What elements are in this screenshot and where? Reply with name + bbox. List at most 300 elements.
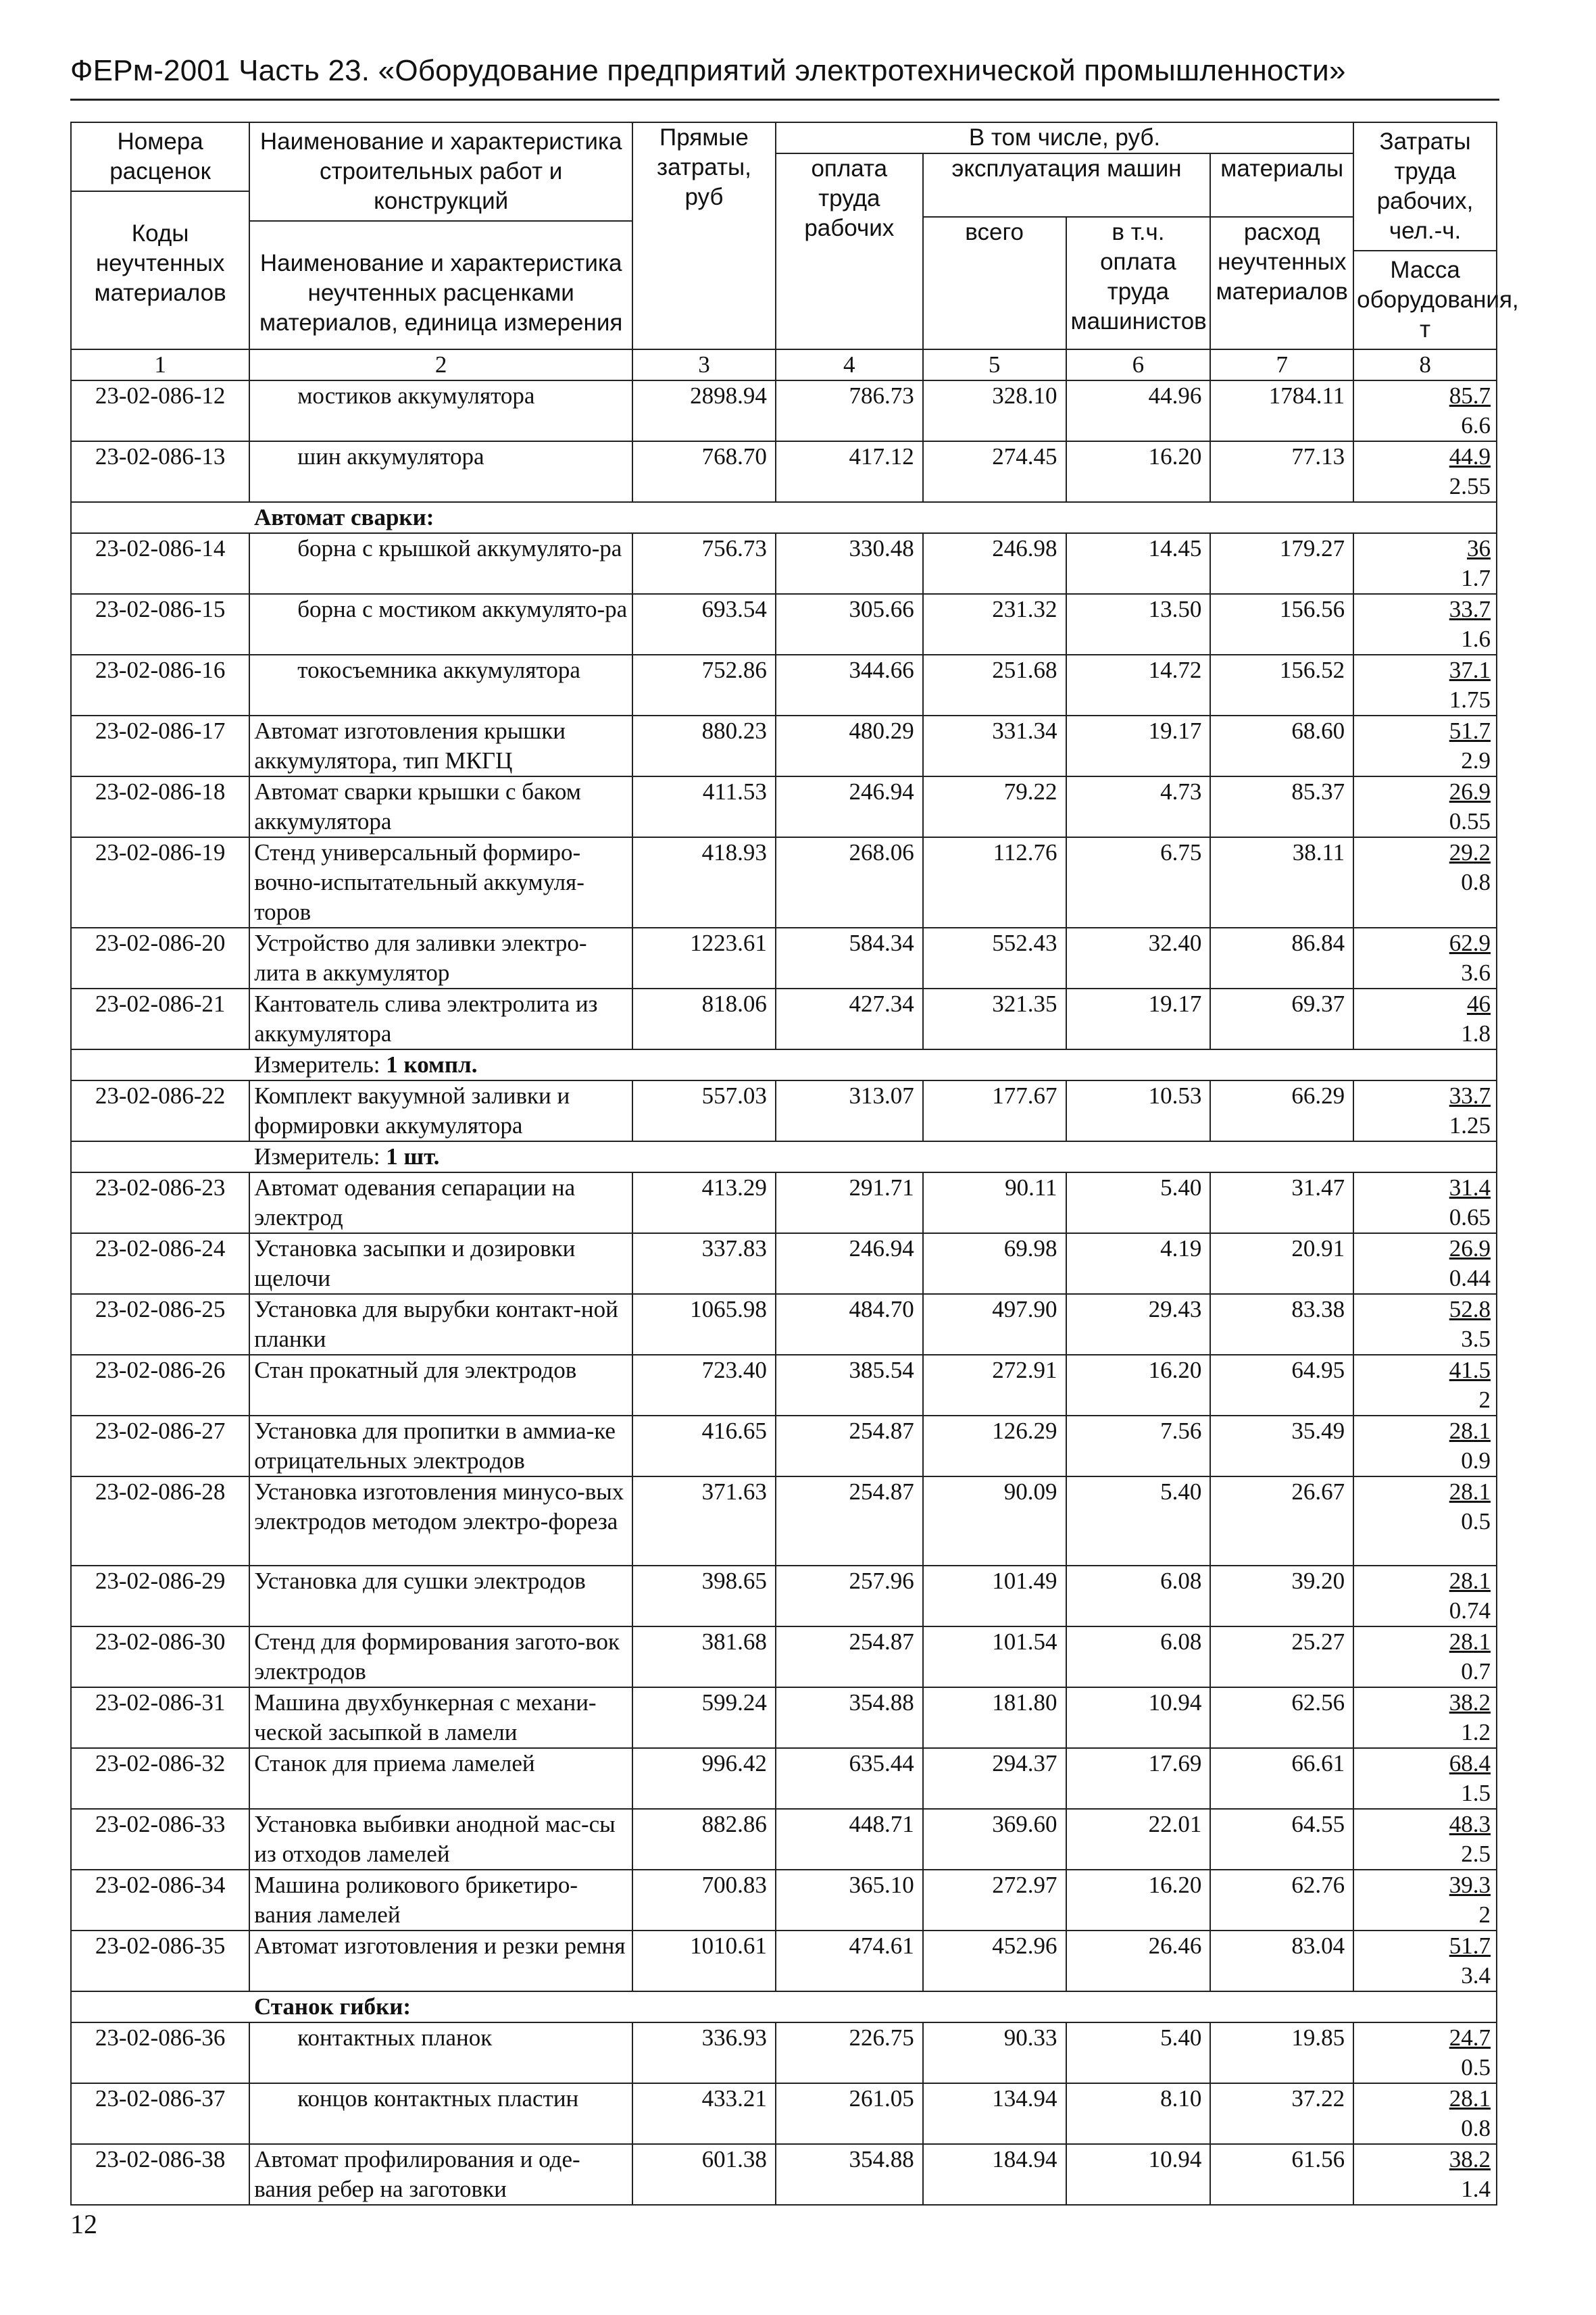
table-row bbox=[71, 716, 1497, 776]
work-name: токосъемника аккумулятора bbox=[249, 655, 632, 716]
table-row bbox=[71, 1809, 1497, 1870]
materials-cost: 64.55 bbox=[1210, 1809, 1353, 1870]
machine-total: 274.45 bbox=[923, 441, 1066, 502]
work-name: Кантователь слива электролита из аккумулятора bbox=[249, 989, 632, 1049]
header-names-bottom: Наименование и характеристика неучтенных расценками материалов, единица измерения bbox=[259, 250, 623, 336]
equipment-mass: 0.7 bbox=[1461, 1658, 1491, 1685]
table-row bbox=[71, 533, 1497, 594]
labor-pay: 448.71 bbox=[776, 1809, 923, 1870]
table-row bbox=[71, 2083, 1497, 2144]
labor-mass-cell bbox=[1353, 1294, 1497, 1355]
machine-total: 452.96 bbox=[923, 1931, 1066, 1991]
direct-cost: 818.06 bbox=[632, 989, 776, 1049]
rate-code: 23-02-086-17 bbox=[71, 716, 249, 776]
header-mat: расход неучтенных материалов bbox=[1210, 217, 1353, 349]
labor-pay: 330.48 bbox=[776, 533, 923, 594]
work-name: концов контактных пластин bbox=[249, 2083, 632, 2144]
measure-row bbox=[71, 1141, 1497, 1172]
machinist-pay: 16.20 bbox=[1066, 1355, 1211, 1416]
labor-mass-cell bbox=[1353, 1931, 1497, 1991]
equipment-mass: 0.9 bbox=[1461, 1447, 1491, 1474]
labor-mass-cell bbox=[1353, 837, 1497, 928]
machine-total: 321.35 bbox=[923, 989, 1066, 1049]
direct-cost: 557.03 bbox=[632, 1080, 776, 1141]
labor-pay: 246.94 bbox=[776, 1233, 923, 1294]
labor-hours: 62.9 bbox=[1449, 930, 1491, 956]
header-codes-top: Номера расценок bbox=[72, 123, 249, 192]
group-header-row bbox=[71, 502, 1497, 533]
equipment-mass: 0.5 bbox=[1461, 2054, 1491, 2081]
table-row bbox=[71, 1931, 1497, 1991]
header-mach-total: всего bbox=[923, 217, 1066, 349]
machinist-pay: 17.69 bbox=[1066, 1748, 1211, 1809]
materials-cost: 39.20 bbox=[1210, 1566, 1353, 1626]
equipment-mass: 1.7 bbox=[1461, 565, 1491, 591]
direct-cost: 1065.98 bbox=[632, 1294, 776, 1355]
labor-hours: 52.8 bbox=[1449, 1296, 1491, 1322]
direct-cost: 381.68 bbox=[632, 1626, 776, 1687]
labor-pay: 354.88 bbox=[776, 2144, 923, 2205]
labor-mass-cell bbox=[1353, 1870, 1497, 1931]
equipment-mass: 2.9 bbox=[1461, 747, 1491, 774]
direct-cost: 599.24 bbox=[632, 1687, 776, 1748]
machinist-pay: 5.40 bbox=[1066, 1172, 1211, 1233]
materials-cost: 31.47 bbox=[1210, 1172, 1353, 1233]
rate-code: 23-02-086-18 bbox=[71, 776, 249, 837]
labor-hours: 26.9 bbox=[1449, 1235, 1491, 1262]
work-name: Комплект вакуумной заливки и формировки аккумулятора bbox=[249, 1080, 632, 1141]
work-name: Автомат изготовления и резки ремня bbox=[249, 1931, 632, 1991]
labor-pay: 427.34 bbox=[776, 989, 923, 1049]
labor-mass-cell bbox=[1353, 1172, 1497, 1233]
measure-row bbox=[71, 1049, 1497, 1080]
equipment-mass: 1.25 bbox=[1449, 1112, 1491, 1139]
labor-mass-cell bbox=[1353, 776, 1497, 837]
materials-cost: 68.60 bbox=[1210, 716, 1353, 776]
equipment-mass: 6.6 bbox=[1461, 412, 1491, 439]
materials-cost: 86.84 bbox=[1210, 928, 1353, 989]
header-rule bbox=[70, 99, 1499, 101]
materials-cost: 77.13 bbox=[1210, 441, 1353, 502]
table-head bbox=[71, 122, 1519, 349]
rate-code: 23-02-086-22 bbox=[71, 1080, 249, 1141]
machine-total: 231.32 bbox=[923, 594, 1066, 655]
table-row bbox=[71, 989, 1497, 1049]
machinist-pay: 14.45 bbox=[1066, 533, 1211, 594]
equipment-mass: 0.5 bbox=[1461, 1508, 1491, 1535]
table-row bbox=[71, 655, 1497, 716]
materials-cost: 35.49 bbox=[1210, 1416, 1353, 1476]
colnum: 7 bbox=[1210, 349, 1353, 380]
header-names bbox=[249, 122, 632, 349]
colnum: 6 bbox=[1066, 349, 1211, 380]
labor-mass-cell bbox=[1353, 2022, 1497, 2083]
table-row bbox=[71, 928, 1497, 989]
labor-pay: 261.05 bbox=[776, 2083, 923, 2144]
machinist-pay: 16.20 bbox=[1066, 1870, 1211, 1931]
direct-cost: 752.86 bbox=[632, 655, 776, 716]
machine-total: 90.11 bbox=[923, 1172, 1066, 1233]
machine-total: 134.94 bbox=[923, 2083, 1066, 2144]
labor-hours: 36 bbox=[1467, 535, 1491, 562]
page-number: 12 bbox=[70, 2209, 97, 2239]
machine-total: 272.97 bbox=[923, 1870, 1066, 1931]
machinist-pay: 22.01 bbox=[1066, 1809, 1211, 1870]
labor-hours: 41.5 bbox=[1449, 1357, 1491, 1383]
rate-code: 23-02-086-37 bbox=[71, 2083, 249, 2144]
colnum: 5 bbox=[923, 349, 1066, 380]
labor-pay: 254.87 bbox=[776, 1476, 923, 1566]
table-row bbox=[71, 2144, 1497, 2205]
labor-pay: 291.71 bbox=[776, 1172, 923, 1233]
work-name: Устройство для заливки электро-лита в аккумулятор bbox=[249, 928, 632, 989]
labor-pay: 268.06 bbox=[776, 837, 923, 928]
rate-code: 23-02-086-31 bbox=[71, 1687, 249, 1748]
direct-cost: 418.93 bbox=[632, 837, 776, 928]
table-row bbox=[71, 1626, 1497, 1687]
header-direct: Прямые затраты, руб bbox=[632, 122, 776, 349]
rate-code: 23-02-086-20 bbox=[71, 928, 249, 989]
equipment-mass: 3.4 bbox=[1461, 1962, 1491, 1989]
work-name: Стенд для формирования загото-вок электродов bbox=[249, 1626, 632, 1687]
rate-code: 23-02-086-26 bbox=[71, 1355, 249, 1416]
rate-code: 23-02-086-36 bbox=[71, 2022, 249, 2083]
machine-total: 497.90 bbox=[923, 1294, 1066, 1355]
rate-code: 23-02-086-28 bbox=[71, 1476, 249, 1566]
header-labor bbox=[1353, 122, 1519, 349]
machinist-pay: 29.43 bbox=[1066, 1294, 1211, 1355]
machine-total: 251.68 bbox=[923, 655, 1066, 716]
labor-hours: 39.3 bbox=[1449, 1872, 1491, 1898]
rate-code: 23-02-086-34 bbox=[71, 1870, 249, 1931]
direct-cost: 413.29 bbox=[632, 1172, 776, 1233]
labor-mass-cell bbox=[1353, 2083, 1497, 2144]
rate-code: 23-02-086-13 bbox=[71, 441, 249, 502]
machine-total: 328.10 bbox=[923, 380, 1066, 441]
work-name: Установка для сушки электродов bbox=[249, 1566, 632, 1626]
labor-hours: 38.2 bbox=[1449, 2146, 1491, 2172]
labor-hours: 33.7 bbox=[1449, 1082, 1491, 1109]
work-name: Стенд универсальный формиро-вочно-испытательный аккумуля-торов bbox=[249, 837, 632, 928]
labor-pay: 354.88 bbox=[776, 1687, 923, 1748]
labor-mass-cell bbox=[1353, 1476, 1497, 1566]
labor-pay: 246.94 bbox=[776, 776, 923, 837]
machinist-pay: 13.50 bbox=[1066, 594, 1211, 655]
labor-mass-cell bbox=[1353, 1687, 1497, 1748]
header-codes bbox=[71, 122, 249, 349]
materials-cost: 83.38 bbox=[1210, 1294, 1353, 1355]
equipment-mass: 0.8 bbox=[1461, 2115, 1491, 2141]
direct-cost: 693.54 bbox=[632, 594, 776, 655]
labor-pay: 635.44 bbox=[776, 1748, 923, 1809]
direct-cost: 1010.61 bbox=[632, 1931, 776, 1991]
table-row bbox=[71, 441, 1497, 502]
labor-hours: 26.9 bbox=[1449, 778, 1491, 805]
work-name: Автомат одевания сепарации на электрод bbox=[249, 1172, 632, 1233]
materials-cost: 64.95 bbox=[1210, 1355, 1353, 1416]
machine-total: 101.54 bbox=[923, 1626, 1066, 1687]
labor-hours: 24.7 bbox=[1449, 2024, 1491, 2051]
colnum: 8 bbox=[1353, 349, 1497, 380]
work-name: Установка изготовления минусо-вых электродов методом электро-фореза bbox=[249, 1476, 632, 1566]
materials-cost: 62.56 bbox=[1210, 1687, 1353, 1748]
materials-cost: 85.37 bbox=[1210, 776, 1353, 837]
machinist-pay: 4.19 bbox=[1066, 1233, 1211, 1294]
machine-total: 79.22 bbox=[923, 776, 1066, 837]
table-row bbox=[71, 1687, 1497, 1748]
machinist-pay: 4.73 bbox=[1066, 776, 1211, 837]
equipment-mass: 1.75 bbox=[1449, 687, 1491, 713]
rate-code: 23-02-086-29 bbox=[71, 1566, 249, 1626]
machine-total: 181.80 bbox=[923, 1687, 1066, 1748]
table-row bbox=[71, 1416, 1497, 1476]
labor-mass-cell bbox=[1353, 1355, 1497, 1416]
labor-hours: 85.7 bbox=[1449, 382, 1491, 409]
machine-total: 184.94 bbox=[923, 2144, 1066, 2205]
materials-cost: 25.27 bbox=[1210, 1626, 1353, 1687]
direct-cost: 398.65 bbox=[632, 1566, 776, 1626]
table-row bbox=[71, 1355, 1497, 1416]
rate-code: 23-02-086-16 bbox=[71, 655, 249, 716]
rate-code: 23-02-086-12 bbox=[71, 380, 249, 441]
direct-cost: 756.73 bbox=[632, 533, 776, 594]
work-name: Установка для вырубки контакт-ной планки bbox=[249, 1294, 632, 1355]
equipment-mass: 1.6 bbox=[1461, 626, 1491, 652]
header-labor-pay: оплата труда рабочих bbox=[776, 153, 923, 349]
labor-mass-cell bbox=[1353, 1748, 1497, 1809]
direct-cost: 880.23 bbox=[632, 716, 776, 776]
labor-mass-cell bbox=[1353, 1080, 1497, 1141]
labor-pay: 313.07 bbox=[776, 1080, 923, 1141]
labor-pay: 226.75 bbox=[776, 2022, 923, 2083]
rate-code: 23-02-086-33 bbox=[71, 1809, 249, 1870]
labor-pay: 254.87 bbox=[776, 1626, 923, 1687]
equipment-mass: 3.6 bbox=[1461, 960, 1491, 986]
materials-cost: 19.85 bbox=[1210, 2022, 1353, 2083]
work-name: мостиков аккумулятора bbox=[249, 380, 632, 441]
rate-code: 23-02-086-27 bbox=[71, 1416, 249, 1476]
machinist-pay: 10.94 bbox=[1066, 1687, 1211, 1748]
work-name: борна с мостиком аккумулято-ра bbox=[249, 594, 632, 655]
colnum: 4 bbox=[776, 349, 923, 380]
materials-cost: 1784.11 bbox=[1210, 380, 1353, 441]
equipment-mass: 2 bbox=[1478, 1901, 1491, 1928]
header-incl: В том числе, руб. bbox=[776, 122, 1353, 153]
labor-mass-cell bbox=[1353, 380, 1497, 441]
machine-total: 246.98 bbox=[923, 533, 1066, 594]
labor-hours: 28.1 bbox=[1449, 1478, 1491, 1505]
machine-total: 126.29 bbox=[923, 1416, 1066, 1476]
labor-mass-cell bbox=[1353, 594, 1497, 655]
direct-cost: 700.83 bbox=[632, 1870, 776, 1931]
labor-mass-cell bbox=[1353, 1233, 1497, 1294]
table-row bbox=[71, 1080, 1497, 1141]
header-codes-bottom: Коды неучтенных материалов bbox=[94, 220, 226, 306]
machinist-pay: 6.08 bbox=[1066, 1626, 1211, 1687]
direct-cost: 601.38 bbox=[632, 2144, 776, 2205]
machine-total: 90.09 bbox=[923, 1476, 1066, 1566]
machinist-pay: 6.08 bbox=[1066, 1566, 1211, 1626]
work-name: Установка выбивки анодной мас-сы из отходов ламелей bbox=[249, 1809, 632, 1870]
machine-total: 90.33 bbox=[923, 2022, 1066, 2083]
labor-pay: 257.96 bbox=[776, 1566, 923, 1626]
labor-mass-cell bbox=[1353, 655, 1497, 716]
table-row bbox=[71, 837, 1497, 928]
equipment-mass: 2 bbox=[1478, 1387, 1491, 1413]
direct-cost: 1223.61 bbox=[632, 928, 776, 989]
labor-hours: 28.1 bbox=[1449, 1628, 1491, 1655]
materials-cost: 61.56 bbox=[1210, 2144, 1353, 2205]
direct-cost: 416.65 bbox=[632, 1416, 776, 1476]
equipment-mass: 2.55 bbox=[1449, 473, 1491, 499]
labor-mass-cell bbox=[1353, 928, 1497, 989]
equipment-mass: 0.44 bbox=[1449, 1265, 1491, 1291]
table-row bbox=[71, 1870, 1497, 1931]
header-machines: эксплуатация машин bbox=[923, 153, 1211, 217]
equipment-mass: 0.74 bbox=[1449, 1597, 1491, 1624]
equipment-mass: 1.5 bbox=[1461, 1780, 1491, 1806]
work-name: Установка засыпки и дозировки щелочи bbox=[249, 1233, 632, 1294]
labor-pay: 365.10 bbox=[776, 1870, 923, 1931]
materials-cost: 26.67 bbox=[1210, 1476, 1353, 1566]
work-name: контактных планок bbox=[249, 2022, 632, 2083]
machinist-pay: 7.56 bbox=[1066, 1416, 1211, 1476]
rate-code: 23-02-086-38 bbox=[71, 2144, 249, 2205]
work-name: Машина двухбункерная с механи-ческой засыпкой в ламели bbox=[249, 1687, 632, 1748]
direct-cost: 996.42 bbox=[632, 1748, 776, 1809]
measure-prefix: Измеритель: bbox=[254, 1051, 380, 1078]
machine-total: 177.67 bbox=[923, 1080, 1066, 1141]
table-row bbox=[71, 380, 1497, 441]
rate-code: 23-02-086-32 bbox=[71, 1748, 249, 1809]
materials-cost: 20.91 bbox=[1210, 1233, 1353, 1294]
measure-cell bbox=[71, 1049, 1497, 1080]
machinist-pay: 32.40 bbox=[1066, 928, 1211, 989]
table-row bbox=[71, 1476, 1497, 1566]
labor-hours: 29.2 bbox=[1449, 839, 1491, 866]
labor-hours: 68.4 bbox=[1449, 1750, 1491, 1776]
labor-mass-cell bbox=[1353, 1416, 1497, 1476]
header-mach-pay: в т.ч. оплата труда машинистов bbox=[1066, 217, 1211, 349]
equipment-mass: 1.4 bbox=[1461, 2176, 1491, 2202]
header-names-top: Наименование и характеристика строительных работ и конструкций bbox=[250, 123, 632, 222]
labor-pay: 786.73 bbox=[776, 380, 923, 441]
materials-cost: 66.29 bbox=[1210, 1080, 1353, 1141]
labor-pay: 480.29 bbox=[776, 716, 923, 776]
machinist-pay: 19.17 bbox=[1066, 716, 1211, 776]
page-header: ФЕРм-2001 Часть 23. «Оборудование предприятий электротехнической промышленности» bbox=[70, 54, 1346, 87]
machine-total: 112.76 bbox=[923, 837, 1066, 928]
machine-total: 69.98 bbox=[923, 1233, 1066, 1294]
direct-cost: 337.83 bbox=[632, 1233, 776, 1294]
machine-total: 552.43 bbox=[923, 928, 1066, 989]
rate-code: 23-02-086-23 bbox=[71, 1172, 249, 1233]
materials-cost: 66.61 bbox=[1210, 1748, 1353, 1809]
rate-code: 23-02-086-14 bbox=[71, 533, 249, 594]
labor-hours: 51.7 bbox=[1449, 1933, 1491, 1959]
direct-cost: 768.70 bbox=[632, 441, 776, 502]
labor-hours: 37.1 bbox=[1449, 657, 1491, 683]
labor-pay: 417.12 bbox=[776, 441, 923, 502]
machinist-pay: 44.96 bbox=[1066, 380, 1211, 441]
machinist-pay: 10.53 bbox=[1066, 1080, 1211, 1141]
machinist-pay: 14.72 bbox=[1066, 655, 1211, 716]
direct-cost: 2898.94 bbox=[632, 380, 776, 441]
rate-code: 23-02-086-24 bbox=[71, 1233, 249, 1294]
work-name: Стан прокатный для электродов bbox=[249, 1355, 632, 1416]
measure-cell bbox=[71, 1141, 1497, 1172]
rate-code: 23-02-086-30 bbox=[71, 1626, 249, 1687]
machine-total: 101.49 bbox=[923, 1566, 1066, 1626]
materials-cost: 156.52 bbox=[1210, 655, 1353, 716]
labor-pay: 305.66 bbox=[776, 594, 923, 655]
labor-mass-cell bbox=[1353, 716, 1497, 776]
measure-unit: 1 шт. bbox=[386, 1143, 440, 1170]
rates-table bbox=[70, 122, 1519, 2206]
group-header-row bbox=[71, 1991, 1497, 2022]
labor-mass-cell bbox=[1353, 1626, 1497, 1687]
materials-cost: 37.22 bbox=[1210, 2083, 1353, 2144]
work-name: Установка для пропитки в аммиа-ке отрицательных электродов bbox=[249, 1416, 632, 1476]
labor-hours: 51.7 bbox=[1449, 718, 1491, 744]
measure-unit: 1 компл. bbox=[386, 1051, 478, 1078]
machine-total: 331.34 bbox=[923, 716, 1066, 776]
machinist-pay: 16.20 bbox=[1066, 441, 1211, 502]
direct-cost: 882.86 bbox=[632, 1809, 776, 1870]
machinist-pay: 5.40 bbox=[1066, 2022, 1211, 2083]
labor-mass-cell bbox=[1353, 1566, 1497, 1626]
colnum: 1 bbox=[71, 349, 249, 380]
materials-cost: 179.27 bbox=[1210, 533, 1353, 594]
machinist-pay: 19.17 bbox=[1066, 989, 1211, 1049]
labor-pay: 254.87 bbox=[776, 1416, 923, 1476]
labor-hours: 46 bbox=[1467, 991, 1491, 1017]
labor-mass-cell bbox=[1353, 441, 1497, 502]
labor-mass-cell bbox=[1353, 533, 1497, 594]
table-row bbox=[71, 776, 1497, 837]
labor-hours: 38.2 bbox=[1449, 1689, 1491, 1716]
table-row bbox=[71, 594, 1497, 655]
rate-code: 23-02-086-25 bbox=[71, 1294, 249, 1355]
equipment-mass: 1.8 bbox=[1461, 1020, 1491, 1047]
direct-cost: 411.53 bbox=[632, 776, 776, 837]
machine-total: 272.91 bbox=[923, 1355, 1066, 1416]
equipment-mass: 1.2 bbox=[1461, 1719, 1491, 1745]
table-row bbox=[71, 2022, 1497, 2083]
labor-hours: 28.1 bbox=[1449, 2085, 1491, 2112]
direct-cost: 433.21 bbox=[632, 2083, 776, 2144]
work-name: борна с крышкой аккумулято-ра bbox=[249, 533, 632, 594]
materials-cost: 38.11 bbox=[1210, 837, 1353, 928]
work-name: Машина роликового брикетиро-вания ламелей bbox=[249, 1870, 632, 1931]
work-name: Автомат сварки крышки с баком аккумулятора bbox=[249, 776, 632, 837]
work-name: шин аккумулятора bbox=[249, 441, 632, 502]
group-label: Станок гибки: bbox=[71, 1991, 1497, 2022]
labor-pay: 584.34 bbox=[776, 928, 923, 989]
direct-cost: 723.40 bbox=[632, 1355, 776, 1416]
labor-mass-cell bbox=[1353, 2144, 1497, 2205]
table-row bbox=[71, 1294, 1497, 1355]
machinist-pay: 8.10 bbox=[1066, 2083, 1211, 2144]
work-name: Автомат профилирования и оде-вания ребер на заготовки bbox=[249, 2144, 632, 2205]
labor-pay: 385.54 bbox=[776, 1355, 923, 1416]
machine-total: 369.60 bbox=[923, 1809, 1066, 1870]
rate-code: 23-02-086-15 bbox=[71, 594, 249, 655]
table-body bbox=[71, 380, 1497, 2205]
labor-hours: 28.1 bbox=[1449, 1418, 1491, 1444]
machinist-pay: 10.94 bbox=[1066, 2144, 1211, 2205]
colnum: 2 bbox=[249, 349, 632, 380]
